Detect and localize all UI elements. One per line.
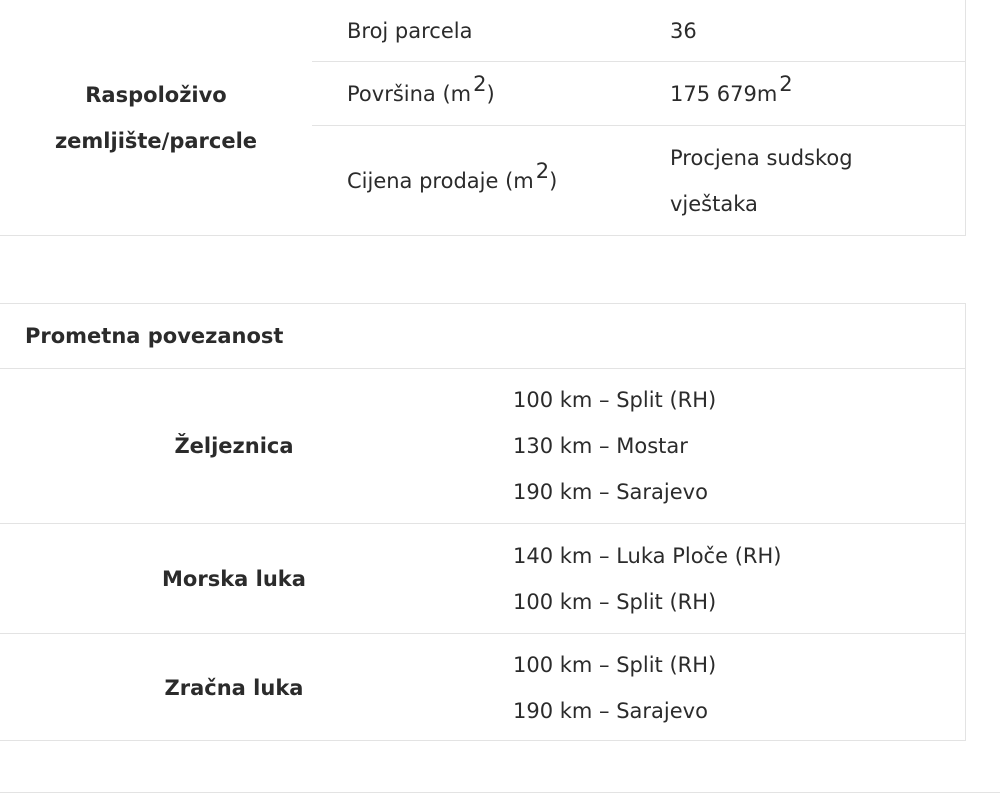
table-row bbox=[312, 62, 966, 126]
parcel-count-label: Broj parcela bbox=[347, 18, 473, 43]
land-header-line2: zemljište/parcele bbox=[54, 128, 258, 153]
list-item: 130 km – Mostar bbox=[513, 434, 688, 458]
seaport-label: Morska luka bbox=[162, 566, 306, 591]
parcel-count-value: 36 bbox=[670, 18, 697, 43]
railway-label: Željeznica bbox=[174, 434, 294, 458]
transport-title: Prometna povezanost bbox=[25, 324, 284, 348]
area-value: 175 679m $^2$ bbox=[670, 71, 793, 106]
land-table bbox=[0, 0, 966, 236]
transport-table bbox=[0, 303, 966, 741]
transport-group-railway bbox=[0, 369, 965, 524]
seaport-destinations bbox=[513, 524, 781, 633]
list-item: 100 km – Split (RH) bbox=[513, 589, 717, 614]
table-row bbox=[312, 126, 966, 235]
list-item: 190 km – Sarajevo bbox=[513, 480, 708, 504]
airport-label: Zračna luka bbox=[164, 675, 304, 700]
list-item: 100 km – Split (RH) bbox=[513, 388, 717, 412]
page-divider bbox=[0, 792, 1000, 793]
land-row-header bbox=[0, 0, 312, 235]
transport-group-airport bbox=[0, 634, 965, 741]
land-header-line1: Raspoloživo bbox=[85, 82, 227, 107]
table-row bbox=[312, 0, 966, 62]
area-label: Površina (m $^2$ ) bbox=[347, 71, 495, 106]
list-item: 140 km – Luka Ploče (RH) bbox=[513, 543, 782, 568]
airport-destinations bbox=[513, 634, 716, 741]
list-item: 190 km – Sarajevo bbox=[513, 698, 708, 723]
price-label: Cijena prodaje (m $^2$ ) bbox=[347, 158, 558, 193]
railway-destinations bbox=[513, 369, 716, 523]
price-value: Procjena sudskog vještaka bbox=[670, 145, 853, 216]
list-item: 100 km – Split (RH) bbox=[513, 652, 717, 677]
transport-group-seaport bbox=[0, 524, 965, 634]
